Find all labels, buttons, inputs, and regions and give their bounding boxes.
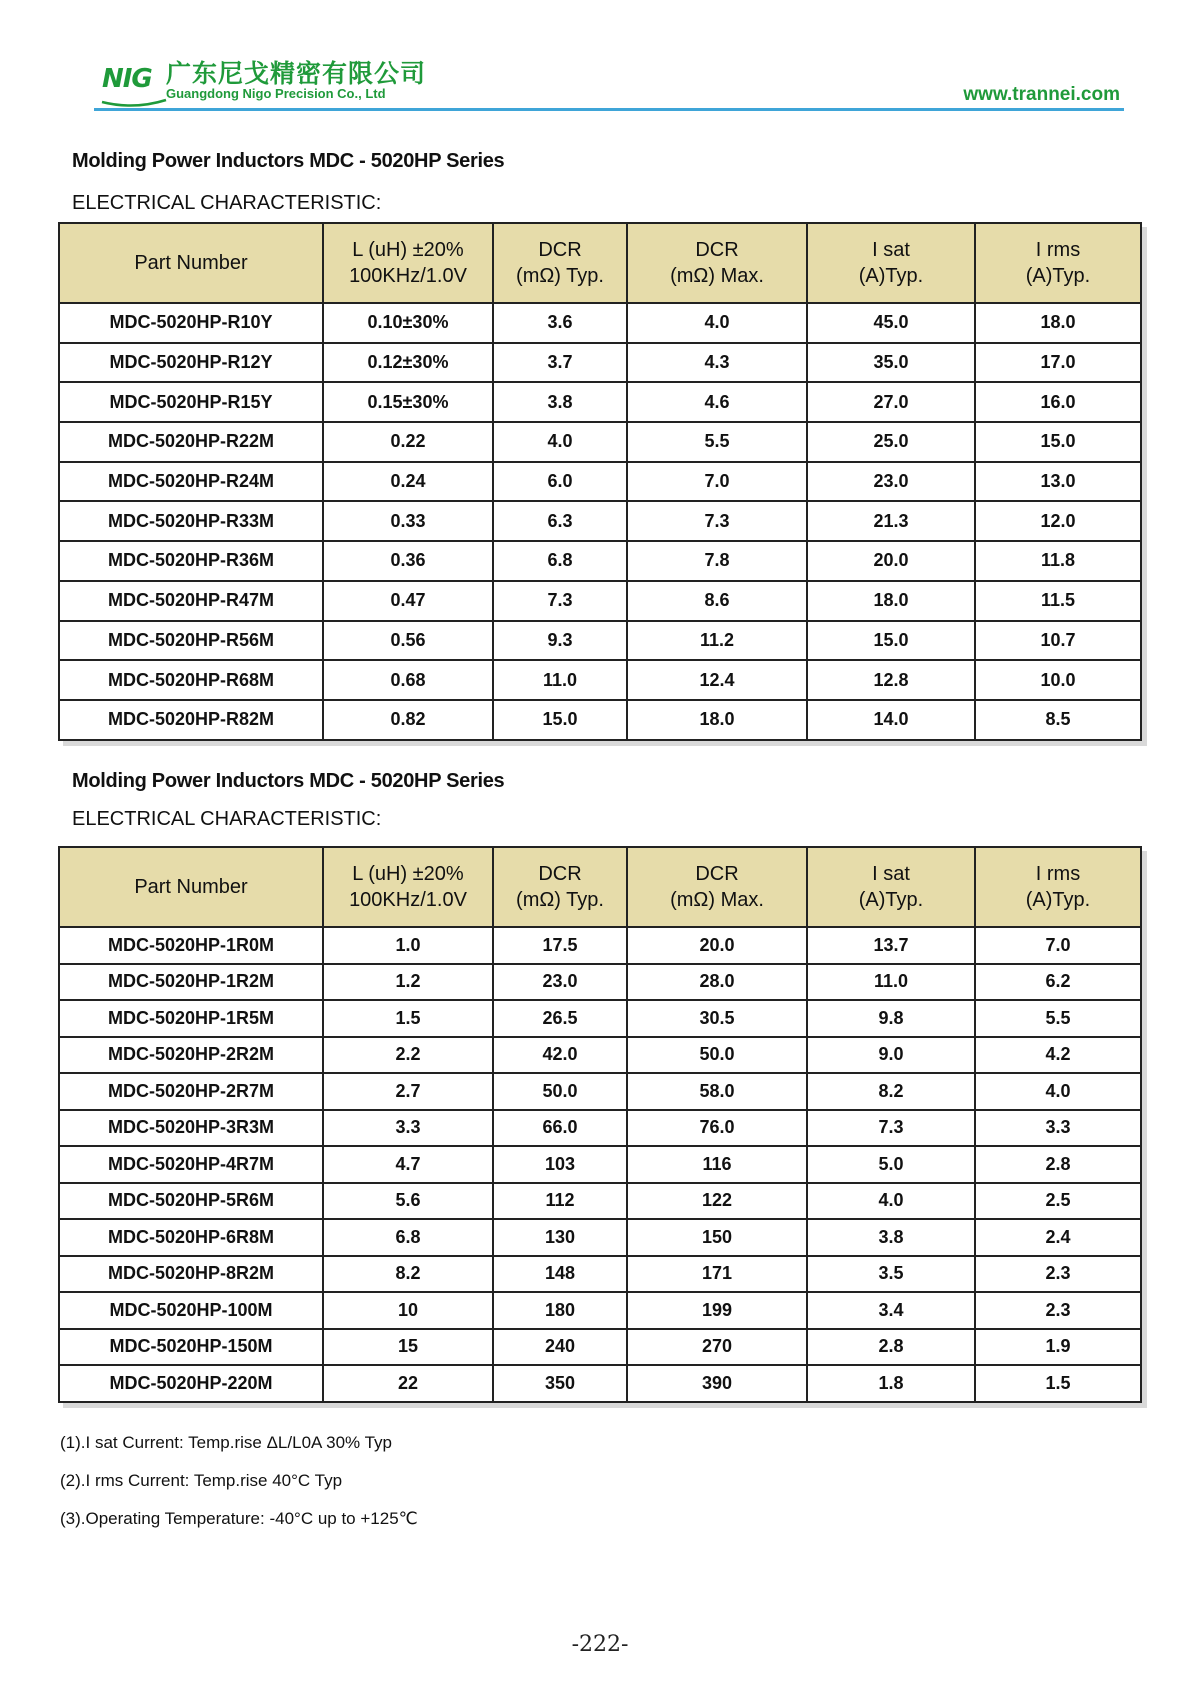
header-divider: [94, 108, 1124, 111]
table-row: [59, 382, 1141, 422]
table-row: [59, 1183, 1141, 1220]
cell-part-number: MDC-5020HP-100M: [59, 1292, 323, 1329]
cell-part-number: MDC-5020HP-2R2M: [59, 1037, 323, 1074]
table-row: [59, 1037, 1141, 1074]
cell-inductance: 0.22: [323, 422, 493, 462]
cell-irms: 2.5: [975, 1183, 1141, 1220]
cell-part-number: MDC-5020HP-1R0M: [59, 927, 323, 964]
header-part-number: Part Number: [59, 847, 323, 927]
table-row: [59, 1073, 1141, 1110]
cell-inductance: 2.7: [323, 1073, 493, 1110]
cell-isat: 1.8: [807, 1365, 975, 1402]
cell-dcr-max: 12.4: [627, 660, 807, 700]
cell-dcr-max: 11.2: [627, 621, 807, 661]
cell-isat: 2.8: [807, 1329, 975, 1366]
cell-isat: 3.8: [807, 1219, 975, 1256]
cell-dcr-typ: 66.0: [493, 1110, 627, 1147]
page-header: [100, 52, 1120, 112]
cell-dcr-max: 270: [627, 1329, 807, 1366]
cell-irms: 1.5: [975, 1365, 1141, 1402]
cell-dcr-max: 50.0: [627, 1037, 807, 1074]
cell-irms: 17.0: [975, 343, 1141, 383]
cell-irms: 15.0: [975, 422, 1141, 462]
cell-irms: 2.3: [975, 1292, 1141, 1329]
cell-dcr-typ: 130: [493, 1219, 627, 1256]
cell-isat: 3.5: [807, 1256, 975, 1293]
section1-subtitle: ELECTRICAL CHARACTERISTIC:: [72, 192, 382, 214]
cell-part-number: MDC-5020HP-R36M: [59, 541, 323, 581]
note-isat: (1).I sat Current: Temp.rise ΔL/L0A 30% Typ: [60, 1433, 392, 1452]
cell-inductance: 4.7: [323, 1146, 493, 1183]
cell-part-number: MDC-5020HP-150M: [59, 1329, 323, 1366]
cell-part-number: MDC-5020HP-1R5M: [59, 1000, 323, 1037]
cell-irms: 16.0: [975, 382, 1141, 422]
cell-part-number: MDC-5020HP-R33M: [59, 501, 323, 541]
cell-inductance: 0.47: [323, 581, 493, 621]
cell-isat: 20.0: [807, 541, 975, 581]
cell-inductance: 10: [323, 1292, 493, 1329]
cell-dcr-typ: 17.5: [493, 927, 627, 964]
cell-dcr-max: 76.0: [627, 1110, 807, 1147]
cell-irms: 2.8: [975, 1146, 1141, 1183]
cell-dcr-max: 7.0: [627, 462, 807, 502]
header-inductance: L (uH) ±20% 100KHz/1.0V: [323, 223, 493, 303]
cell-inductance: 0.15±30%: [323, 382, 493, 422]
section2-subtitle: ELECTRICAL CHARACTERISTIC:: [72, 808, 382, 830]
cell-part-number: MDC-5020HP-R10Y: [59, 303, 323, 343]
cell-irms: 4.0: [975, 1073, 1141, 1110]
cell-isat: 45.0: [807, 303, 975, 343]
cell-inductance: 2.2: [323, 1037, 493, 1074]
cell-dcr-max: 116: [627, 1146, 807, 1183]
table-row: [59, 501, 1141, 541]
cell-isat: 11.0: [807, 964, 975, 1001]
header-irms: I rms (A)Typ.: [975, 847, 1141, 927]
cell-isat: 12.8: [807, 660, 975, 700]
cell-dcr-typ: 180: [493, 1292, 627, 1329]
cell-dcr-max: 8.6: [627, 581, 807, 621]
cell-irms: 2.4: [975, 1219, 1141, 1256]
table-row: [59, 1256, 1141, 1293]
cell-dcr-typ: 42.0: [493, 1037, 627, 1074]
table-row: [59, 927, 1141, 964]
cell-isat: 9.0: [807, 1037, 975, 1074]
cell-part-number: MDC-5020HP-5R6M: [59, 1183, 323, 1220]
table-row: [59, 541, 1141, 581]
table-row: [59, 964, 1141, 1001]
section1-title: Molding Power Inductors MDC - 5020HP Series: [72, 150, 505, 172]
cell-inductance: 0.36: [323, 541, 493, 581]
cell-irms: 4.2: [975, 1037, 1141, 1074]
cell-part-number: MDC-5020HP-R12Y: [59, 343, 323, 383]
table-row: [59, 422, 1141, 462]
cell-part-number: MDC-5020HP-6R8M: [59, 1219, 323, 1256]
cell-dcr-typ: 6.3: [493, 501, 627, 541]
cell-irms: 11.5: [975, 581, 1141, 621]
cell-dcr-typ: 3.6: [493, 303, 627, 343]
cell-dcr-max: 7.8: [627, 541, 807, 581]
table-row: [59, 700, 1141, 740]
cell-isat: 35.0: [807, 343, 975, 383]
table-row: [59, 1146, 1141, 1183]
cell-dcr-typ: 4.0: [493, 422, 627, 462]
cell-dcr-max: 4.0: [627, 303, 807, 343]
table-row: [59, 1219, 1141, 1256]
cell-irms: 13.0: [975, 462, 1141, 502]
header-isat: I sat (A)Typ.: [807, 223, 975, 303]
header-dcr-max: DCR (mΩ) Max.: [627, 847, 807, 927]
header-dcr-max: DCR (mΩ) Max.: [627, 223, 807, 303]
cell-part-number: MDC-5020HP-4R7M: [59, 1146, 323, 1183]
cell-dcr-max: 18.0: [627, 700, 807, 740]
cell-dcr-typ: 3.8: [493, 382, 627, 422]
cell-inductance: 0.24: [323, 462, 493, 502]
cell-dcr-typ: 15.0: [493, 700, 627, 740]
cell-dcr-typ: 3.7: [493, 343, 627, 383]
spec-table-2: [58, 846, 1142, 1403]
cell-isat: 3.4: [807, 1292, 975, 1329]
cell-dcr-typ: 23.0: [493, 964, 627, 1001]
cell-dcr-typ: 50.0: [493, 1073, 627, 1110]
cell-dcr-max: 390: [627, 1365, 807, 1402]
table-row: [59, 660, 1141, 700]
cell-dcr-max: 4.6: [627, 382, 807, 422]
cell-irms: 18.0: [975, 303, 1141, 343]
cell-dcr-max: 28.0: [627, 964, 807, 1001]
cell-isat: 14.0: [807, 700, 975, 740]
cell-dcr-typ: 112: [493, 1183, 627, 1220]
logo-swoosh-icon: [100, 98, 168, 108]
cell-dcr-typ: 240: [493, 1329, 627, 1366]
cell-dcr-max: 4.3: [627, 343, 807, 383]
header-inductance: L (uH) ±20% 100KHz/1.0V: [323, 847, 493, 927]
company-logo: NIG: [102, 64, 152, 94]
cell-isat: 27.0: [807, 382, 975, 422]
cell-part-number: MDC-5020HP-R68M: [59, 660, 323, 700]
cell-inductance: 0.82: [323, 700, 493, 740]
note-operating-temp: (3).Operating Temperature: -40°C up to +125℃: [60, 1509, 418, 1528]
cell-isat: 15.0: [807, 621, 975, 661]
cell-dcr-max: 30.5: [627, 1000, 807, 1037]
table-row: [59, 1365, 1141, 1402]
cell-dcr-typ: 350: [493, 1365, 627, 1402]
cell-dcr-max: 171: [627, 1256, 807, 1293]
cell-dcr-typ: 6.0: [493, 462, 627, 502]
note-irms: (2).I rms Current: Temp.rise 40°C Typ: [60, 1471, 343, 1490]
header-isat: I sat (A)Typ.: [807, 847, 975, 927]
page-number: -222-: [571, 1632, 629, 1657]
cell-inductance: 0.68: [323, 660, 493, 700]
cell-isat: 7.3: [807, 1110, 975, 1147]
cell-part-number: MDC-5020HP-R47M: [59, 581, 323, 621]
cell-inductance: 1.0: [323, 927, 493, 964]
header-dcr-typ: DCR (mΩ) Typ.: [493, 223, 627, 303]
section2-title: Molding Power Inductors MDC - 5020HP Series: [72, 770, 505, 792]
cell-isat: 4.0: [807, 1183, 975, 1220]
table-row: [59, 462, 1141, 502]
cell-isat: 25.0: [807, 422, 975, 462]
cell-part-number: MDC-5020HP-R22M: [59, 422, 323, 462]
cell-inductance: 0.56: [323, 621, 493, 661]
cell-dcr-max: 5.5: [627, 422, 807, 462]
company-name-cn: 广东尼戈精密有限公司: [166, 59, 427, 88]
cell-isat: 23.0: [807, 462, 975, 502]
cell-isat: 13.7: [807, 927, 975, 964]
cell-inductance: 0.33: [323, 501, 493, 541]
cell-part-number: MDC-5020HP-3R3M: [59, 1110, 323, 1147]
table-row: [59, 621, 1141, 661]
cell-dcr-typ: 7.3: [493, 581, 627, 621]
cell-dcr-max: 20.0: [627, 927, 807, 964]
table-header-row: [59, 223, 1141, 303]
cell-inductance: 0.12±30%: [323, 343, 493, 383]
cell-dcr-typ: 103: [493, 1146, 627, 1183]
cell-part-number: MDC-5020HP-2R7M: [59, 1073, 323, 1110]
cell-dcr-max: 7.3: [627, 501, 807, 541]
cell-irms: 8.5: [975, 700, 1141, 740]
cell-inductance: 22: [323, 1365, 493, 1402]
cell-irms: 10.0: [975, 660, 1141, 700]
cell-isat: 9.8: [807, 1000, 975, 1037]
cell-isat: 18.0: [807, 581, 975, 621]
cell-dcr-max: 122: [627, 1183, 807, 1220]
cell-part-number: MDC-5020HP-1R2M: [59, 964, 323, 1001]
website-link[interactable]: www.trannei.com: [963, 84, 1120, 105]
cell-inductance: 6.8: [323, 1219, 493, 1256]
header-part-number: Part Number: [59, 223, 323, 303]
cell-dcr-max: 58.0: [627, 1073, 807, 1110]
cell-inductance: 1.2: [323, 964, 493, 1001]
cell-irms: 5.5: [975, 1000, 1141, 1037]
spec-table-1: [58, 222, 1142, 741]
cell-irms: 12.0: [975, 501, 1141, 541]
table-row: [59, 1110, 1141, 1147]
table-row: [59, 303, 1141, 343]
table-row: [59, 1292, 1141, 1329]
cell-part-number: MDC-5020HP-R82M: [59, 700, 323, 740]
cell-irms: 1.9: [975, 1329, 1141, 1366]
cell-irms: 2.3: [975, 1256, 1141, 1293]
cell-isat: 5.0: [807, 1146, 975, 1183]
company-name-en: Guangdong Nigo Precision Co., Ltd: [166, 86, 386, 101]
header-dcr-typ: DCR (mΩ) Typ.: [493, 847, 627, 927]
table-row: [59, 343, 1141, 383]
cell-irms: 10.7: [975, 621, 1141, 661]
cell-irms: 6.2: [975, 964, 1141, 1001]
cell-inductance: 3.3: [323, 1110, 493, 1147]
cell-part-number: MDC-5020HP-R56M: [59, 621, 323, 661]
cell-dcr-max: 199: [627, 1292, 807, 1329]
table-header-row: [59, 847, 1141, 927]
cell-dcr-typ: 9.3: [493, 621, 627, 661]
cell-isat: 8.2: [807, 1073, 975, 1110]
table-row: [59, 1000, 1141, 1037]
cell-irms: 11.8: [975, 541, 1141, 581]
cell-part-number: MDC-5020HP-220M: [59, 1365, 323, 1402]
footnotes: [60, 1424, 418, 1538]
cell-inductance: 1.5: [323, 1000, 493, 1037]
cell-dcr-max: 150: [627, 1219, 807, 1256]
cell-dcr-typ: 11.0: [493, 660, 627, 700]
cell-part-number: MDC-5020HP-R24M: [59, 462, 323, 502]
cell-inductance: 0.10±30%: [323, 303, 493, 343]
cell-part-number: MDC-5020HP-R15Y: [59, 382, 323, 422]
header-irms: I rms (A)Typ.: [975, 223, 1141, 303]
table-row: [59, 581, 1141, 621]
cell-dcr-typ: 148: [493, 1256, 627, 1293]
cell-part-number: MDC-5020HP-8R2M: [59, 1256, 323, 1293]
cell-dcr-typ: 26.5: [493, 1000, 627, 1037]
cell-isat: 21.3: [807, 501, 975, 541]
cell-irms: 7.0: [975, 927, 1141, 964]
cell-dcr-typ: 6.8: [493, 541, 627, 581]
cell-inductance: 5.6: [323, 1183, 493, 1220]
table-row: [59, 1329, 1141, 1366]
cell-inductance: 15: [323, 1329, 493, 1366]
cell-inductance: 8.2: [323, 1256, 493, 1293]
cell-irms: 3.3: [975, 1110, 1141, 1147]
